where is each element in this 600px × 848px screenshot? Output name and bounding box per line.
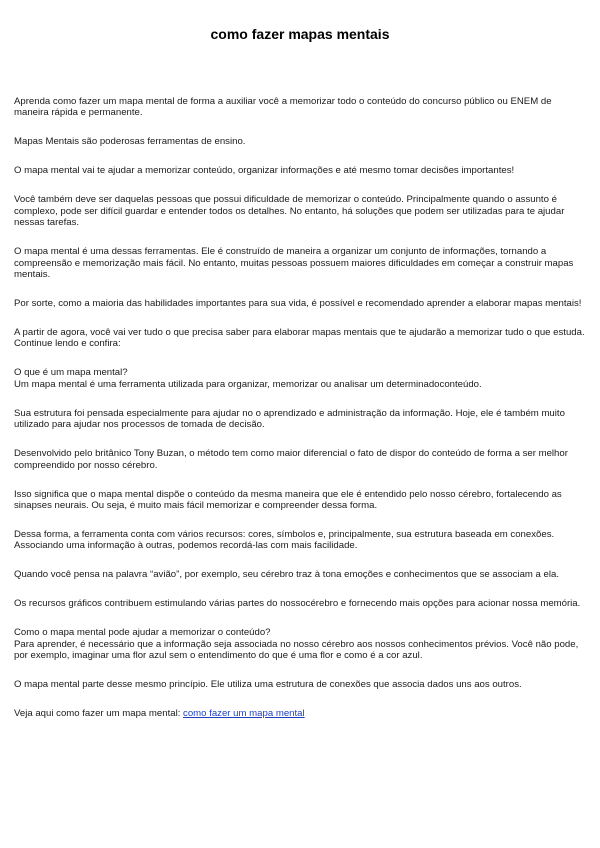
section-heading: O que é um mapa mental? bbox=[14, 367, 128, 379]
section-what-is bbox=[14, 367, 586, 390]
final-paragraph bbox=[14, 708, 586, 719]
paragraph: Quando você pensa na palavra “avião”, por exemplo, seu cérebro traz à tona emoções e conhecimentos que se associam a ela. bbox=[14, 569, 560, 581]
document-body bbox=[14, 96, 586, 737]
paragraph: Você também deve ser daquelas pessoas que possui dificuldade de memorizar o conteúdo. Principalmente quando o assunto é complexo, pode ser difícil guardar e entender todos os detalhes. No entanto, há soluções que podem ser utilizadas para te ajudar nessas tarefas. bbox=[14, 194, 565, 229]
paragraph: Sua estrutura foi pensada especialmente para ajudar no o aprendizado e administração da informação. Hoje, ele é também muito utilizado para ajudar nos processos de tomada de decisão. bbox=[14, 407, 565, 431]
section-how-helps bbox=[14, 627, 586, 661]
paragraph: A partir de agora, você vai ver tudo o que precisa saber para elaborar mapas mentais que te ajudarão a memorizar tudo o que estuda. Continue lendo e confira: bbox=[14, 327, 585, 350]
paragraph: Os recursos gráficos contribuem estimulando várias partes do nossocérebro e fornecendo mais opções para acionar nossa memória. bbox=[14, 598, 581, 610]
page-title: como fazer mapas mentais bbox=[210, 26, 390, 42]
paragraph: O mapa mental parte desse mesmo princípio. Ele utiliza uma estrutura de conexões que associa dados uns aos outros. bbox=[14, 679, 522, 691]
paragraph: Mapas Mentais são poderosas ferramentas de ensino. bbox=[14, 136, 246, 148]
paragraph: Desenvolvido pelo britânico Tony Buzan, o método tem como maior diferencial o fato de dispor do conteúdo de forma a ser melhor compreendido por nosso cérebro. bbox=[14, 448, 568, 471]
paragraph: O mapa mental vai te ajudar a memorizar conteúdo, organizar informações e até mesmo tomar decisões importantes! bbox=[14, 165, 515, 177]
paragraph: O mapa mental é uma dessas ferramentas. Ele é construído de maneira a organizar um conjunto de informações, tornando a compreensão e memorização mais fácil. No entanto, muitas pessoas possuem maiores dificuldades em começar a construir mapas mentais. bbox=[14, 246, 574, 281]
paragraph-intro: Aprenda como fazer um mapa mental de forma a auxiliar você a memorizar todo o conteúdo do concurso público ou ENEM de maneira rápida e permanente. bbox=[14, 96, 552, 119]
section-text: Para aprender, é necessário que a informação seja associada no nosso cérebro aos nossos conhecimentos prévios. Você não pode, por exemplo, imaginar uma flor azul sem o entendimento do que é uma flor e como é a cor azul. bbox=[14, 638, 579, 662]
paragraph: Por sorte, como a maioria das habilidades importantes para sua vida, é possível e recomendado aprender a elaborar mapas mentais! bbox=[14, 298, 582, 310]
paragraph: Isso significa que o mapa mental dispõe o conteúdo da mesma maneira que ele é entendido pelo nosso cérebro, fortalecendo as sinapses neurais. Ou seja, é muito mais fácil memorizar e compreender dessa forma. bbox=[14, 488, 562, 512]
final-prefix: Veja aqui como fazer um mapa mental: bbox=[14, 708, 184, 720]
section-text: Um mapa mental é uma ferramenta utilizada para organizar, memorizar ou analisar um determinadoconteúdo. bbox=[14, 378, 482, 390]
paragraph: Dessa forma, a ferramenta conta com vários recursos: cores, símbolos e, principalmente, sua estrutura baseada em conexões. Associando uma informação à outras, podemos recordá-las com mais facilidade. bbox=[14, 529, 555, 552]
mapa-mental-link[interactable]: como fazer um mapa mental bbox=[183, 708, 305, 720]
section-heading: Como o mapa mental pode ajudar a memorizar o conteúdo? bbox=[14, 627, 271, 639]
